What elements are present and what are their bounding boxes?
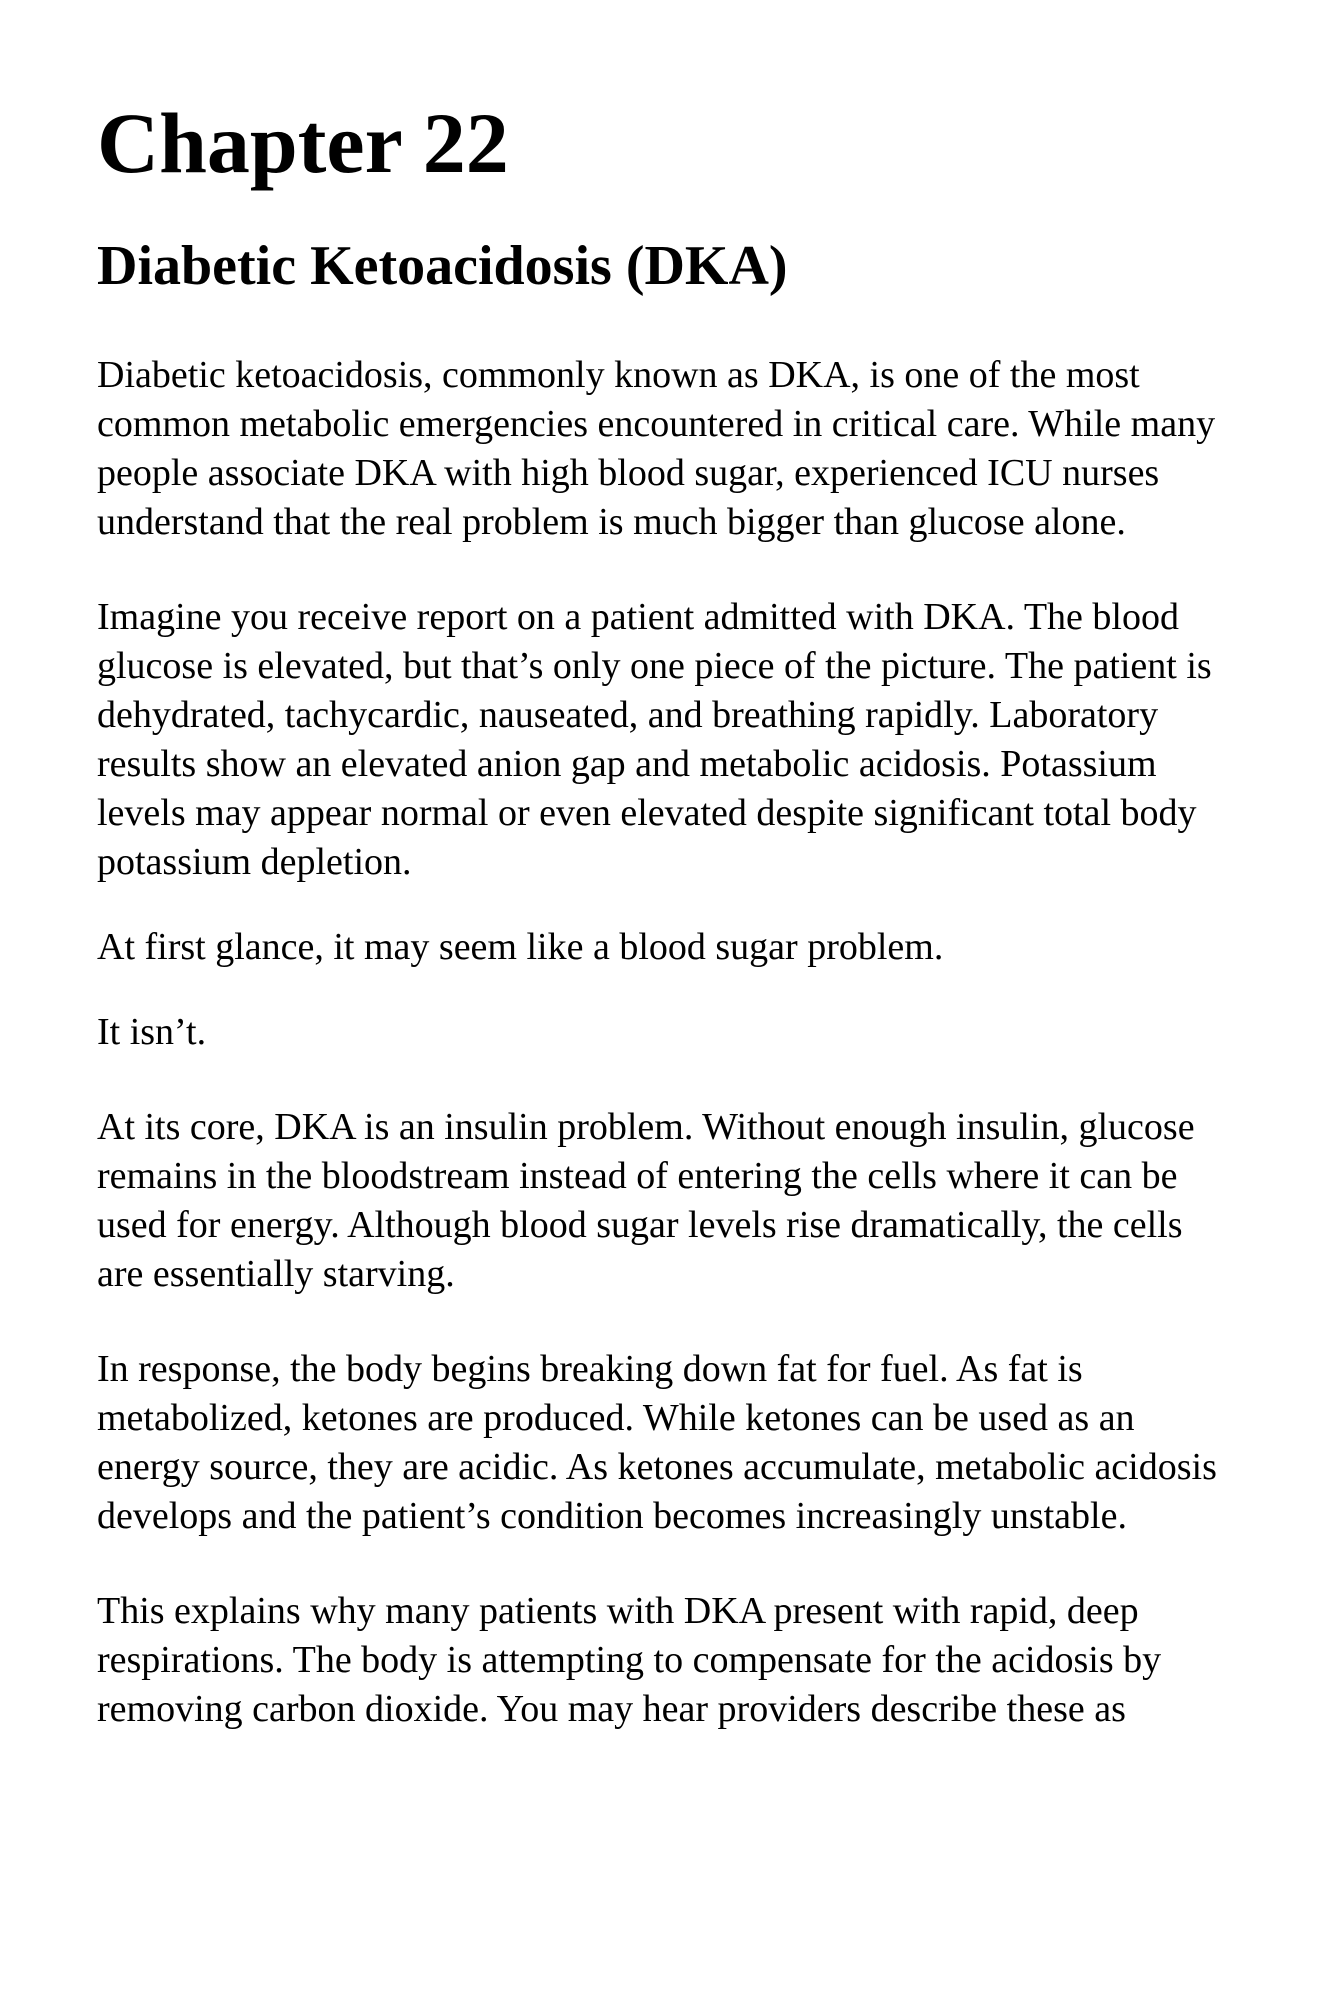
paragraph-insulin-problem: At its core, DKA is an insulin problem. Without enough insulin, glucose remains in the bloodstream instead of entering the cells where it can be used for energy. Although blood sugar levels rise dramatically, the cells are essentially starving. bbox=[97, 1106, 1195, 1295]
section-title: Diabetic Ketoacidosis (DKA) bbox=[97, 235, 788, 297]
paragraph-respiratory-compensation: This explains why many patients with DKA present with rapid, deep respirations. The body is attempting to compensate for the acidosis by removing carbon dioxide. You may hear providers describe these as bbox=[97, 1590, 1162, 1730]
chapter-title: Chapter 22 bbox=[97, 95, 509, 191]
paragraph-patient-report: Imagine you receive report on a patient admitted with DKA. The blood glucose is elevated, but that’s only one piece of the picture. The patient is dehydrated, tachycardic, nauseated, and breathing rapidly. Laboratory results show an elevated anion gap and metabolic acidosis. Potassium levels may appear normal or even elevated despite significant total body potassium depletion. bbox=[97, 596, 1212, 883]
paragraph-it-isnt: It isn’t. bbox=[97, 1011, 207, 1053]
paragraph-dka-intro: Diabetic ketoacidosis, commonly known as DKA, is one of the most common metabolic emergencies encountered in critical care. While many people associate DKA with high blood sugar, experienced ICU nurses understand that the real problem is much bigger than glucose alone. bbox=[97, 354, 1216, 543]
paragraph-ketone-production: In response, the body begins breaking down fat for fuel. As fat is metabolized, ketones are produced. While ketones can be used as an energy source, they are acidic. As ketones accumulate, metabolic acidosis develops and the patient’s condition becomes increasingly unstable. bbox=[97, 1348, 1217, 1537]
paragraph-first-glance: At first glance, it may seem like a blood sugar problem. bbox=[97, 926, 944, 968]
document-page bbox=[97, 88, 1237, 1734]
